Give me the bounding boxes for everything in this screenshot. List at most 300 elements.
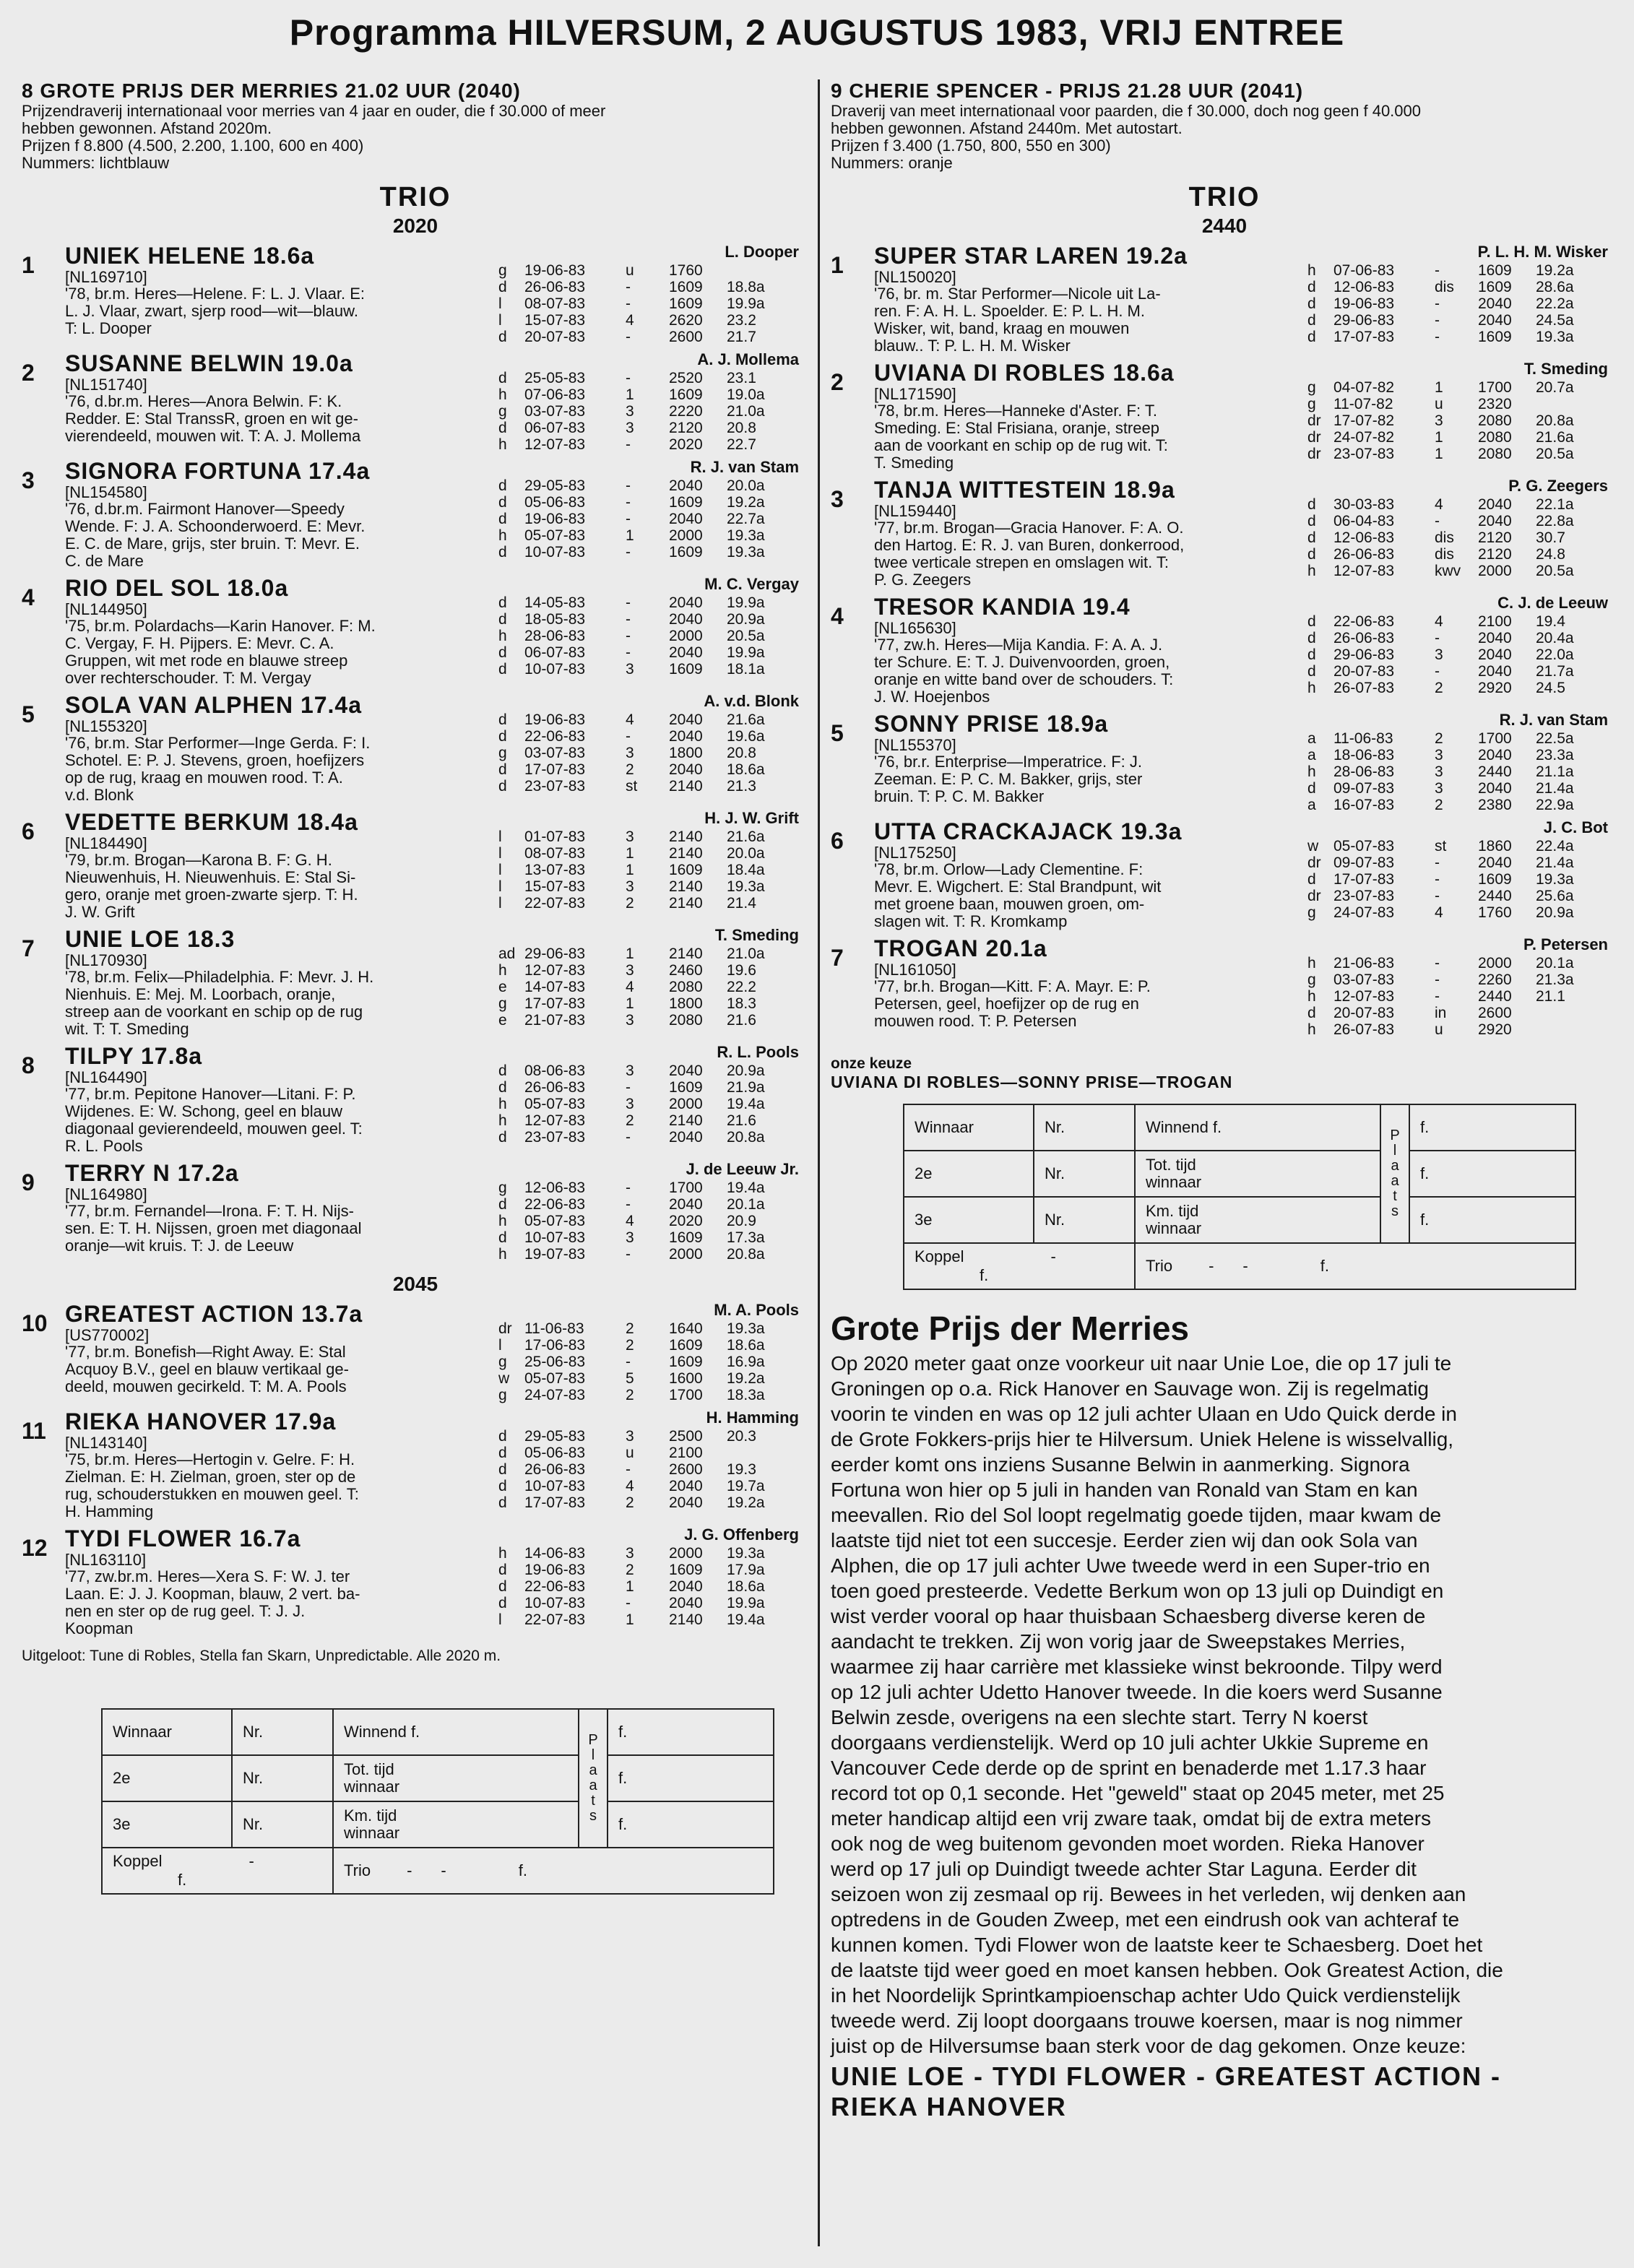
form-cell: 25-05-83 (524, 370, 586, 386)
form-cell: 19-06-83 (524, 711, 586, 728)
form-cell: - (626, 611, 631, 628)
coupon-trio-field[interactable]: Trio - - f. (333, 1848, 774, 1894)
horse-description-line: vierendeeld, mouwen wit. T: A. J. Mollema (65, 427, 361, 445)
form-cell: - (626, 1079, 631, 1096)
form-cell: 21.6 (727, 1112, 756, 1129)
form-cell: w (1307, 838, 1319, 854)
horse-form-table (1307, 496, 1594, 579)
coupon-winnend-label: Winnend f. (333, 1709, 579, 1755)
horse-number: 6 (22, 818, 35, 844)
horse-description-line: '77, br.m. Brogan—Gracia Hanover. F: A. O. (874, 519, 1184, 537)
form-cell: - (626, 1180, 631, 1196)
horse-description (65, 1203, 498, 1255)
form-row (498, 1478, 784, 1494)
form-row (498, 1096, 784, 1112)
form-cell: 1609 (669, 1562, 703, 1578)
form-cell: 2000 (669, 1545, 703, 1562)
coupon-plaats-3-field[interactable]: f. (1409, 1197, 1575, 1243)
form-cell: d (498, 477, 507, 494)
form-cell (727, 262, 784, 279)
form-cell: 4 (626, 979, 634, 995)
form-cell: 3 (1435, 646, 1443, 663)
form-cell: 2040 (669, 711, 703, 728)
form-cell: - (1435, 312, 1440, 329)
form-cell: 2040 (1478, 630, 1512, 646)
form-row (498, 661, 784, 678)
form-cell: 23.2 (727, 312, 756, 329)
horse-entry (22, 242, 809, 345)
horse-description-line: L. J. Vlaar, zwart, sjerp rood—wit—blauw. (65, 302, 358, 320)
form-cell: - (626, 295, 631, 312)
form-row (498, 828, 784, 845)
form-row (498, 312, 784, 329)
form-cell: 19.3a (1536, 871, 1574, 888)
form-cell: 2140 (669, 895, 703, 912)
article-line: Vancouver Cede derde op de sprint en benaderde met 1.17.3 haar (831, 1757, 1427, 1779)
coupon-2e-label: 2e (102, 1755, 232, 1801)
form-row (1307, 396, 1594, 412)
form-row (498, 436, 784, 453)
form-cell: 20.8a (727, 1246, 765, 1263)
form-cell: 23-07-83 (524, 1129, 586, 1146)
article-line: Fortuna won hier op 5 juli in handen van Ronald van Stam en kan (831, 1479, 1418, 1501)
form-row (498, 1595, 784, 1611)
form-cell: 22.0a (1536, 646, 1574, 663)
form-row (1307, 429, 1594, 446)
horse-code: [NL150020] (874, 268, 956, 286)
form-row (498, 1213, 784, 1229)
form-row (498, 962, 784, 979)
form-row (1307, 613, 1594, 630)
form-cell: 1609 (669, 1229, 703, 1246)
form-cell: 10-07-83 (524, 544, 586, 560)
form-row (498, 477, 784, 494)
horse-description-line: sen. E: T. H. Nijssen, groen met diagonaal (65, 1219, 362, 1237)
form-cell: 29-05-83 (524, 1428, 586, 1445)
horse-description-line: aan de voorkant en schip op de rug wit. T: (874, 436, 1168, 454)
horse-form-table (498, 945, 784, 1029)
form-cell: 08-07-83 (524, 845, 586, 862)
form-cell: 19.3a (727, 878, 765, 895)
horse-number: 5 (831, 720, 844, 746)
horse-trainer: L. Dooper (725, 243, 799, 261)
form-cell: 25.6a (1536, 888, 1574, 904)
form-cell: d (498, 728, 507, 745)
coupon-koppel-field[interactable]: Koppel -f. (102, 1848, 333, 1894)
form-cell: 1 (626, 386, 634, 403)
form-row (1307, 646, 1594, 663)
race-8-column (22, 79, 809, 1895)
form-cell: 20.8 (727, 420, 756, 436)
form-row (1307, 663, 1594, 680)
condition-line: Prijzen f 8.800 (4.500, 2.200, 1.100, 600 en 400) (22, 137, 364, 155)
form-cell: 3 (626, 878, 634, 895)
article-line: Groningen op o.a. Rick Hanover en Sauvage won. Zij is regelmatig (831, 1377, 1429, 1400)
horse-description-line: J. W. Hoejenbos (874, 688, 990, 706)
coupon-plaats-1-field[interactable]: f. (1409, 1104, 1575, 1151)
form-cell: 24-07-83 (524, 1387, 586, 1403)
coupon-plaats-2-field[interactable]: f. (1409, 1151, 1575, 1197)
form-cell: h (1307, 680, 1316, 696)
horse-form-table (498, 828, 784, 912)
form-cell: d (498, 611, 507, 628)
form-cell: h (498, 1112, 507, 1129)
form-cell: d (1307, 613, 1316, 630)
race-9-conditions (831, 103, 1618, 172)
form-row (498, 594, 784, 611)
article-line: waarmee zij haar carrière met klassieke winst bekroonde. Tilpy werd (831, 1655, 1443, 1678)
horse-description-line: '76, br.m. Star Performer—Inge Gerda. F: I. (65, 734, 371, 752)
form-cell: 2040 (669, 1196, 703, 1213)
horse-entry (22, 1525, 809, 1637)
form-cell: d (498, 1478, 507, 1494)
form-cell: 21.4 (727, 895, 756, 912)
form-cell: 19-06-83 (524, 262, 586, 279)
form-row (498, 1562, 784, 1578)
form-cell: 4 (1435, 496, 1443, 513)
form-cell: 2460 (669, 962, 703, 979)
form-row (498, 527, 784, 544)
form-cell: d (1307, 546, 1316, 563)
coupon-nr-label: Nr. (232, 1709, 333, 1755)
form-cell: d (498, 511, 507, 527)
form-cell: 17-07-83 (524, 995, 586, 1012)
form-cell: 2080 (1478, 412, 1512, 429)
form-cell: - (1435, 262, 1440, 279)
condition-line: Prijzendraverij internationaal voor merries van 4 jaar en ouder, die f 30.000 of meer (22, 102, 606, 120)
form-cell: - (626, 544, 631, 560)
horse-description-line: '77, zw.br.m. Heres—Xera S. F: W. J. ter (65, 1567, 350, 1585)
form-row (498, 1012, 784, 1029)
form-cell: 2 (1435, 797, 1443, 813)
horse-number: 9 (22, 1169, 35, 1195)
form-cell: - (626, 594, 631, 611)
coupon-plaats-3-field[interactable]: f. (608, 1801, 774, 1848)
form-cell: 2600 (669, 1461, 703, 1478)
article-line: voorin te vinden en was op 12 juli achter Ulaan en Udo Quick derde in (831, 1403, 1457, 1425)
race-8-trio-heading: TRIO (379, 182, 451, 212)
form-cell: d (498, 494, 507, 511)
form-cell: d (498, 778, 507, 795)
form-cell: 25-06-83 (524, 1354, 586, 1370)
horse-description-line: Laan. E: J. J. Koopman, blauw, 2 vert. ba- (65, 1585, 360, 1603)
form-cell: d (498, 1494, 507, 1511)
form-cell: 1609 (669, 1354, 703, 1370)
form-cell: - (1435, 971, 1440, 988)
form-cell: g (1307, 379, 1316, 396)
form-cell: d (498, 544, 507, 560)
form-cell: d (1307, 295, 1316, 312)
form-cell: g (1307, 396, 1316, 412)
horse-description-line: Wijdenes. E: W. Schong, geel en blauw (65, 1102, 342, 1120)
horse-description-line: Redder. E: Stal TranssR, groen en wit ge- (65, 410, 358, 428)
horse-trainer: A. J. Mollema (697, 350, 799, 368)
form-cell: 2320 (1478, 396, 1512, 412)
form-cell: g (498, 403, 507, 420)
form-cell: - (626, 1246, 631, 1263)
coupon-tot-tijd-label: Tot. tijd winnaar (333, 1755, 579, 1801)
horse-number: 7 (22, 935, 35, 961)
form-cell: 29-06-83 (1333, 646, 1395, 663)
form-cell: 1700 (669, 1180, 703, 1196)
horse-trainer: M. A. Pools (714, 1301, 799, 1319)
form-cell: d (1307, 496, 1316, 513)
form-cell: 4 (626, 1213, 634, 1229)
horse-form-table (498, 1428, 784, 1511)
form-cell: 23.1 (727, 370, 756, 386)
form-cell: 22-07-83 (524, 1611, 586, 1628)
coupon-trio-field[interactable]: Trio - - f. (1135, 1243, 1575, 1289)
horse-description-line: Nienhuis. E: Mej. M. Loorbach, oranje, (65, 985, 336, 1003)
form-cell: 2 (626, 1562, 634, 1578)
horse-code: [NL161050] (874, 961, 956, 979)
form-cell: 19.3 (727, 1461, 756, 1478)
form-row (498, 1494, 784, 1511)
form-cell: 1 (1435, 429, 1443, 446)
form-cell: d (498, 1461, 507, 1478)
form-row (1307, 838, 1594, 854)
form-cell: 2220 (669, 403, 703, 420)
form-row (498, 862, 784, 878)
form-cell: 10-07-83 (524, 1595, 586, 1611)
form-cell: 3 (626, 1229, 634, 1246)
form-cell: 17-07-83 (1333, 871, 1395, 888)
form-cell: 10-07-83 (524, 1229, 586, 1246)
form-cell: 06-07-83 (524, 644, 586, 661)
coupon-3e-label: 3e (904, 1197, 1034, 1243)
form-cell: 20-07-83 (524, 329, 586, 345)
form-cell: 1 (626, 1578, 634, 1595)
form-cell: d (498, 661, 507, 678)
race-8-title: 8 GROTE PRIJS DER MERRIES 21.02 UUR (2040) (22, 79, 521, 102)
form-cell: 17-07-83 (1333, 329, 1395, 345)
form-row (498, 403, 784, 420)
horse-description-line: oranje—wit kruis. T: J. de Leeuw (65, 1237, 294, 1255)
form-cell: w (498, 1370, 510, 1387)
form-cell: d (1307, 663, 1316, 680)
form-cell: 22.9a (1536, 797, 1574, 813)
form-cell: 2040 (1478, 663, 1512, 680)
horse-form-table (498, 594, 784, 678)
form-row (498, 1354, 784, 1370)
form-row (498, 494, 784, 511)
horse-form-table (1307, 379, 1594, 462)
form-cell: in (1435, 1005, 1447, 1021)
form-cell: - (626, 1129, 631, 1146)
form-row (498, 1337, 784, 1354)
horse-description-line: R. L. Pools (65, 1137, 143, 1155)
horse-trainer: P. L. H. M. Wisker (1477, 243, 1608, 261)
form-cell: 3 (626, 745, 634, 761)
article-line: werd op 17 juli op Duindigt tweede achter Star Laguna. Eerder dit (831, 1858, 1417, 1880)
form-cell (727, 1445, 784, 1461)
form-cell: 2080 (669, 979, 703, 995)
coupon-plaats-2-field[interactable]: f. (608, 1755, 774, 1801)
horse-description (874, 636, 1307, 706)
horse-number: 7 (831, 945, 844, 971)
form-row (498, 644, 784, 661)
form-cell: 2040 (1478, 646, 1512, 663)
form-cell: 2 (626, 761, 634, 778)
form-cell: - (626, 370, 631, 386)
form-cell: h (498, 386, 507, 403)
form-cell: 2040 (669, 1129, 703, 1146)
form-row (1307, 546, 1594, 563)
form-cell: d (498, 370, 507, 386)
form-cell: 2920 (1478, 680, 1512, 696)
form-cell: h (498, 527, 507, 544)
form-row (498, 611, 784, 628)
form-cell: 20.9a (727, 1062, 765, 1079)
form-cell: 2120 (1478, 546, 1512, 563)
form-cell: 16-07-83 (1333, 797, 1395, 813)
form-row (1307, 279, 1594, 295)
form-cell: 21.0a (727, 945, 765, 962)
form-cell: 22-06-83 (1333, 613, 1395, 630)
horse-description-line: Zeeman. E: P. C. M. Bakker, grijs, ster (874, 770, 1143, 788)
horse-code: [NL165630] (874, 619, 956, 637)
coupon-koppel-field[interactable]: Koppel -f. (904, 1243, 1135, 1289)
form-cell: 1609 (669, 1079, 703, 1096)
form-cell: 17-07-83 (524, 761, 586, 778)
form-row (498, 1461, 784, 1478)
condition-line: hebben gewonnen. Afstand 2440m. Met autostart. (831, 119, 1183, 137)
form-cell: 10-07-83 (524, 661, 586, 678)
form-cell (1536, 1005, 1594, 1021)
horse-description (65, 1451, 498, 1520)
form-cell: 19-06-83 (1333, 295, 1395, 312)
article-line: meter handicap altijd een vrij zware taak, omdat bij de extra meters (831, 1807, 1432, 1830)
article-line: Alphen, die op 17 juli achter Uwe tweede werd in een Super-trio en (831, 1554, 1430, 1577)
article-tips: UNIE LOE - TYDI FLOWER - GREATEST ACTION - RIEKA HANOVER (831, 2061, 1501, 2121)
form-row (498, 728, 784, 745)
form-cell: 3 (626, 1096, 634, 1112)
form-cell: 18-05-83 (524, 611, 586, 628)
form-cell: 2140 (669, 878, 703, 895)
form-cell: 19.4a (727, 1180, 765, 1196)
form-cell: d (1307, 513, 1316, 529)
form-cell: 1 (626, 1611, 634, 1628)
horse-description-line: '76, br.r. Enterprise—Imperatrice. F: J. (874, 753, 1142, 771)
horse-trainer: T. Smeding (714, 926, 799, 944)
coupon-plaats-1-field[interactable]: f. (608, 1709, 774, 1755)
horse-name: UVIANA DI ROBLES 18.6a (874, 360, 1175, 386)
form-cell: d (498, 1578, 507, 1595)
form-cell (1536, 396, 1594, 412)
article-line: kunnen komen. Tydi Flower won de laatste keer te Schaesberg. Doet het (831, 1934, 1483, 1956)
form-cell: d (1307, 780, 1316, 797)
form-cell: 22-07-83 (524, 895, 586, 912)
coupon-winnaar-label: Winnaar (904, 1104, 1034, 1151)
horse-form-table (498, 1062, 784, 1146)
article-line: meevallen. Rio del Sol loopt regelmatig goede tijden, maar kwam de (831, 1504, 1442, 1526)
horse-description-line: '75, br.m. Heres—Hertogin v. Gelre. F: H. (65, 1450, 355, 1468)
form-cell: 2040 (669, 1578, 703, 1595)
horse-description-line: E. C. de Mare, grijs, ster bruin. T: Mevr. E. (65, 534, 360, 553)
coupon-km-tijd-label: Km. tijd winnaar (1135, 1197, 1380, 1243)
form-cell: 2080 (669, 1012, 703, 1029)
form-cell: 2040 (669, 477, 703, 494)
form-cell: 19.3a (1536, 329, 1574, 345)
form-cell: 19.9a (727, 594, 765, 611)
form-cell: d (1307, 630, 1316, 646)
form-cell: 2040 (1478, 496, 1512, 513)
form-cell: 05-07-83 (524, 1096, 586, 1112)
form-row (498, 370, 784, 386)
form-cell: 26-06-83 (524, 1461, 586, 1478)
form-row (1307, 262, 1594, 279)
form-cell: 1 (626, 527, 634, 544)
horse-description-line: over rechterschouder. T: M. Vergay (65, 669, 311, 687)
form-row (498, 1129, 784, 1146)
condition-line: Draverij van meet internationaal voor paarden, die f 30.000, doch nog geen f 40.000 (831, 102, 1421, 120)
form-cell: 2440 (1478, 763, 1512, 780)
form-cell: 12-07-83 (1333, 563, 1395, 579)
form-cell: 11-06-83 (524, 1320, 584, 1337)
horse-entry (831, 476, 1618, 589)
form-cell: 26-06-83 (524, 1079, 586, 1096)
form-cell: 1609 (1478, 329, 1512, 345)
form-cell: 19.0a (727, 386, 765, 403)
form-row (498, 262, 784, 279)
form-cell: - (626, 1354, 631, 1370)
form-row (1307, 446, 1594, 462)
form-cell: - (626, 1196, 631, 1213)
horse-number: 4 (831, 603, 844, 629)
form-cell: 3 (626, 403, 634, 420)
horse-description-line: slagen wit. T: R. Kromkamp (874, 912, 1068, 930)
form-cell: 1600 (669, 1370, 703, 1387)
form-cell: 20.0a (727, 845, 765, 862)
article-body (831, 1351, 1618, 2059)
form-cell: 01-07-83 (524, 828, 586, 845)
form-cell: 18.8a (727, 279, 765, 295)
form-cell: 1 (626, 995, 634, 1012)
form-cell: 20.7a (1536, 379, 1574, 396)
form-cell: 2140 (669, 828, 703, 845)
form-cell: 22-06-83 (524, 1196, 586, 1213)
form-cell: 20.5a (727, 628, 765, 644)
form-cell: 5 (626, 1370, 634, 1387)
form-cell: 1609 (669, 494, 703, 511)
form-cell: d (1307, 646, 1316, 663)
form-cell: dr (498, 1320, 512, 1337)
coupon-tot-tijd-label: Tot. tijd winnaar (1135, 1151, 1380, 1197)
coupon-plaats-label: P l a a t s (1380, 1104, 1409, 1243)
horse-entry (22, 808, 809, 921)
form-row (498, 778, 784, 795)
form-cell: 07-06-83 (524, 386, 586, 403)
form-cell: 22.8a (1536, 513, 1574, 529)
form-cell: 2040 (1478, 780, 1512, 797)
form-cell: d (498, 644, 507, 661)
horse-trainer: P. Petersen (1523, 935, 1608, 953)
form-cell: 08-07-83 (524, 295, 586, 312)
form-cell: u (626, 262, 634, 279)
form-cell: 14-05-83 (524, 594, 586, 611)
form-cell: h (1307, 988, 1316, 1005)
horse-name: TYDI FLOWER 16.7a (65, 1525, 301, 1551)
horse-number: 1 (831, 252, 844, 278)
race-9-keuze-label: onze keuze (831, 1055, 912, 1072)
form-cell: 3 (1435, 780, 1443, 797)
horse-description-line: '78, br.m. Heres—Hanneke d'Aster. F: T. (874, 402, 1157, 420)
form-cell: 20-07-83 (1333, 1005, 1395, 1021)
form-cell: 05-07-83 (524, 1213, 586, 1229)
form-row (498, 511, 784, 527)
horse-form-table (498, 1545, 784, 1628)
form-cell: 1760 (1478, 904, 1512, 921)
